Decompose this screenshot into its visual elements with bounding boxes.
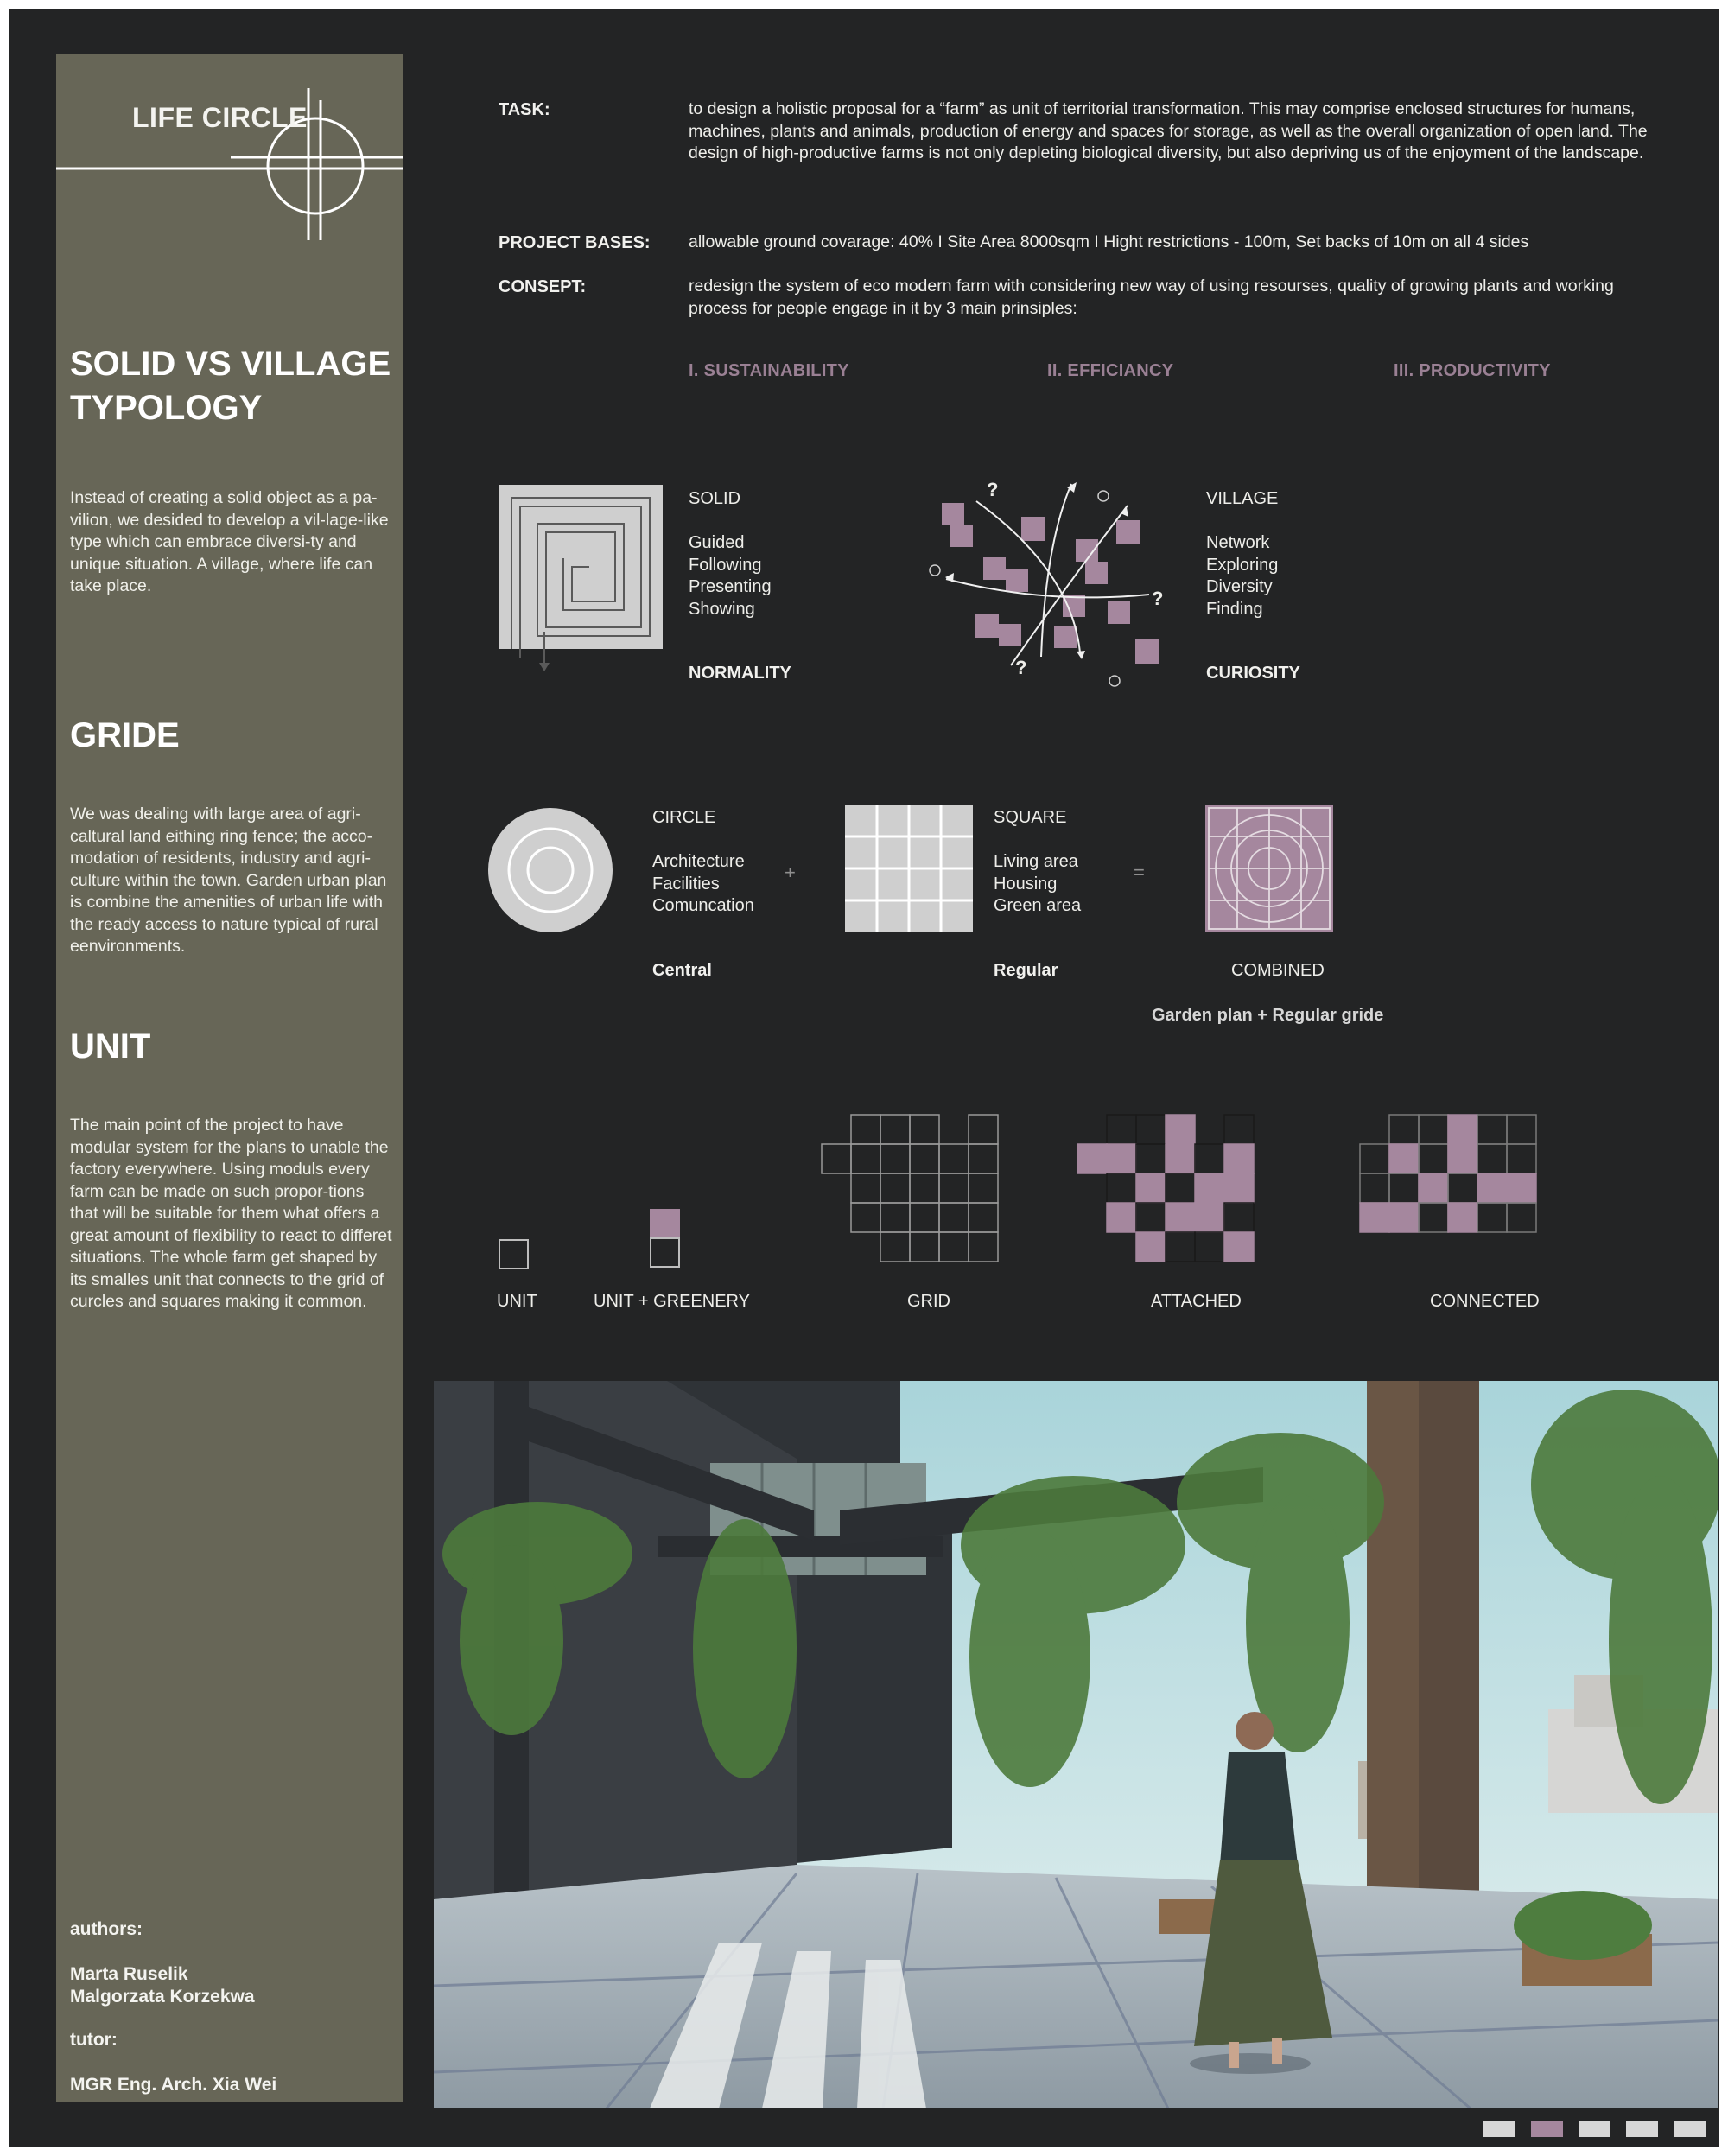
grid-cell (1507, 1144, 1536, 1173)
grid-cell-filled (1077, 1144, 1107, 1173)
typology-text: Instead of creating a solid object as a pa-vilion, we desided to develop a vil-lage-like type which can embrace diversi-ty and unique situation. A village, where life can take place. (70, 488, 389, 595)
grid-cell (1107, 1115, 1136, 1144)
page-swatch-active (1531, 2121, 1563, 2137)
page-swatch (1674, 2121, 1706, 2137)
grid-cell-filled (1389, 1144, 1419, 1173)
grid-cell (880, 1232, 910, 1262)
grid-cell (1477, 1115, 1507, 1144)
grid-cell (880, 1115, 910, 1144)
grid-cell (910, 1144, 939, 1173)
unit-greenery-icon (650, 1209, 681, 1269)
grid-cell-filled (1477, 1173, 1507, 1203)
page-swatch (1626, 2121, 1658, 2137)
grid-cell (851, 1144, 880, 1173)
solid-maze-icon (499, 485, 671, 679)
square-list: Living area Housing Green area (994, 852, 1082, 915)
grid-cell (910, 1203, 939, 1232)
grid-cell (1419, 1203, 1448, 1232)
village-title: VILLAGE (1206, 489, 1279, 508)
village-network-icon (916, 475, 1175, 691)
grid-cell (1360, 1173, 1389, 1203)
unit-greenery-label: UNIT + GREENERY (594, 1292, 750, 1311)
section-title-line: SOLID VS VILLAGE (70, 345, 391, 383)
plus-sign: + (785, 862, 796, 883)
connected-diagram (1359, 1114, 1566, 1269)
grid-cell (1389, 1115, 1419, 1144)
principle-productivity: III. PRODUCTIVITY (1394, 361, 1551, 380)
unit-text: The main point of the project to have modular system for the plans to unable the factory everywhere. Using moduls every farm can be made on such propor-tions that will be suitable for them what offers a great amount of flexibility to react to differet situations. The whole farm get shaped by its smalles unit that connects to the grid of curcles and squares making it common. (70, 1116, 392, 1311)
principle-efficiancy: II. EFFICIANCY (1047, 361, 1174, 380)
circle-plan-icon (486, 805, 615, 935)
combined-plan-icon (1205, 805, 1335, 934)
project-bases-label: PROJECT BASES: (499, 233, 651, 252)
solid-tag: NORMALITY (689, 664, 791, 683)
gride-text: We was dealing with large area of agri-caltural land eithing ring fence; the acco-modation of residents, industry and agri-culture within the town. Garden urban plan is combine the amenities of urban life with the ready access to nature typical of rural eenvironments. (70, 805, 387, 956)
section-title-unit: UNIT (70, 1027, 151, 1065)
logo-title: LIFE CIRCLE (132, 102, 308, 133)
grid-cell (1507, 1203, 1536, 1232)
square-title: SQUARE (994, 808, 1067, 827)
grid-cell-filled (1195, 1173, 1224, 1203)
page-swatch (1579, 2121, 1610, 2137)
grid-cell (1448, 1173, 1477, 1203)
grid-cell (1224, 1203, 1254, 1232)
grid-cell (1166, 1173, 1195, 1203)
grid-cell (969, 1173, 998, 1203)
principle-sustainability: I. SUSTAINABILITY (689, 361, 849, 380)
village-tag: CURIOSITY (1206, 664, 1300, 683)
question-icon: ? (1152, 588, 1164, 609)
grid-cell (880, 1203, 910, 1232)
village-list: Network Exploring Diversity Finding (1206, 533, 1279, 619)
square-tag: Regular (994, 961, 1058, 980)
grid-cell (1136, 1203, 1166, 1232)
grid-cell-filled (1166, 1203, 1195, 1232)
grid-cell (822, 1144, 851, 1173)
grid-cell (939, 1232, 969, 1262)
connected-label: CONNECTED (1430, 1292, 1540, 1311)
grid-cell-filled (1166, 1115, 1195, 1144)
grid-cell (939, 1144, 969, 1173)
tutor-name: MGR Eng. Arch. Xia Wei (70, 2075, 277, 2095)
grid-cell (969, 1232, 998, 1262)
grid-cell-filled (1166, 1144, 1195, 1173)
grid-cell-filled (1107, 1203, 1136, 1232)
grid-cell (1389, 1173, 1419, 1203)
grid-cell (880, 1144, 910, 1173)
grid-cell-filled (1136, 1173, 1166, 1203)
grid-cell (969, 1144, 998, 1173)
attached-label: ATTACHED (1151, 1292, 1242, 1311)
section-title-typology (70, 342, 391, 430)
grid-cell (1477, 1203, 1507, 1232)
square-grid-icon (845, 805, 975, 934)
grid-cell (939, 1203, 969, 1232)
grid-cell (1195, 1144, 1224, 1173)
grid-cell-filled (1389, 1203, 1419, 1232)
grid-cell (1136, 1115, 1166, 1144)
sidebar (56, 54, 403, 2102)
grid-cell-filled (1360, 1203, 1389, 1232)
grid-cell (1107, 1173, 1136, 1203)
project-bases-text: allowable ground covarage: 40% I Site Area 8000sqm I Hight restrictions - 100m, Set backs of 10m on all 4 sides (689, 232, 1529, 251)
grid-cell-filled (1107, 1144, 1136, 1173)
grid-cell (910, 1115, 939, 1144)
grid-cell (880, 1173, 910, 1203)
grid-cell-filled (1195, 1203, 1224, 1232)
grid-cell-filled (1224, 1232, 1254, 1262)
grid-cell-filled (1419, 1173, 1448, 1203)
render-illustration (434, 1381, 1718, 2108)
grid-cell (1195, 1232, 1224, 1262)
task-label: TASK: (499, 100, 550, 119)
grid-cell (939, 1173, 969, 1203)
grid-cell-filled (1224, 1144, 1254, 1173)
grid-cell (1136, 1144, 1166, 1173)
combined-tag: COMBINED (1231, 961, 1325, 980)
section-title-line: TYPOLOGY (70, 389, 263, 427)
grid-cell (1360, 1144, 1389, 1173)
question-icon: ? (1015, 657, 1027, 678)
grid-cell (910, 1232, 939, 1262)
grid-cell (1224, 1115, 1254, 1144)
grid-label: GRID (907, 1292, 950, 1311)
grid-cell (1419, 1144, 1448, 1173)
unit-label: UNIT (497, 1292, 537, 1311)
circle-tag: Central (652, 961, 712, 980)
grid-cell-filled (1507, 1173, 1536, 1203)
concept-text: redesign the system of eco modern farm with considering new way of using resourses, quality of growing plants and working process for people engage in it by 3 main prinsiples: (689, 277, 1614, 318)
grid-diagram (821, 1114, 1028, 1269)
combined-note: Garden plan + Regular gride (1152, 1006, 1384, 1025)
equals-sign: = (1134, 862, 1145, 883)
circle-title: CIRCLE (652, 808, 716, 827)
task-text: to design a holistic proposal for a “farm” as unit of territorial transformation. This may comprise enclosed structures for humans, machines, plants and animals, production of energy and spaces for storage, as well as the overall organization of open land. The design of high-productive farms is not only depleting biological diversity, but also depriving us of the enjoyment of the landscape. (689, 99, 1648, 162)
unit-icon (499, 1239, 530, 1270)
grid-cell (910, 1173, 939, 1203)
grid-cell (851, 1173, 880, 1203)
grid-cell (1419, 1115, 1448, 1144)
grid-cell (851, 1203, 880, 1232)
grid-cell-filled (1448, 1203, 1477, 1232)
circle-list: Architecture Facilities Comuncation (652, 852, 754, 915)
grid-cell (969, 1203, 998, 1232)
solid-title: SOLID (689, 489, 741, 508)
solid-list: Guided Following Presenting Showing (689, 533, 772, 619)
grid-cell (851, 1115, 880, 1144)
grid-cell (1166, 1232, 1195, 1262)
poster (9, 9, 1719, 2147)
grid-cell (969, 1115, 998, 1144)
grid-cell (1477, 1144, 1507, 1173)
grid-cell-filled (1448, 1144, 1477, 1173)
grid-cell-filled (1224, 1173, 1254, 1203)
concept-label: CONSEPT: (499, 277, 587, 296)
question-icon: ? (987, 479, 999, 500)
perspective-render (434, 1381, 1718, 2108)
grid-cell (1507, 1115, 1536, 1144)
authors-names: Marta Ruselik Malgorzata Korzekwa (70, 1964, 255, 2007)
section-title-gride: GRIDE (70, 716, 180, 754)
tutor-label: tutor: (70, 2030, 118, 2050)
attached-diagram (1077, 1114, 1284, 1269)
page-indicator (1483, 2121, 1706, 2137)
authors-label: authors: (70, 1919, 143, 1939)
grid-cell-filled (1448, 1115, 1477, 1144)
grid-cell-filled (1136, 1232, 1166, 1262)
page-swatch (1483, 2121, 1515, 2137)
